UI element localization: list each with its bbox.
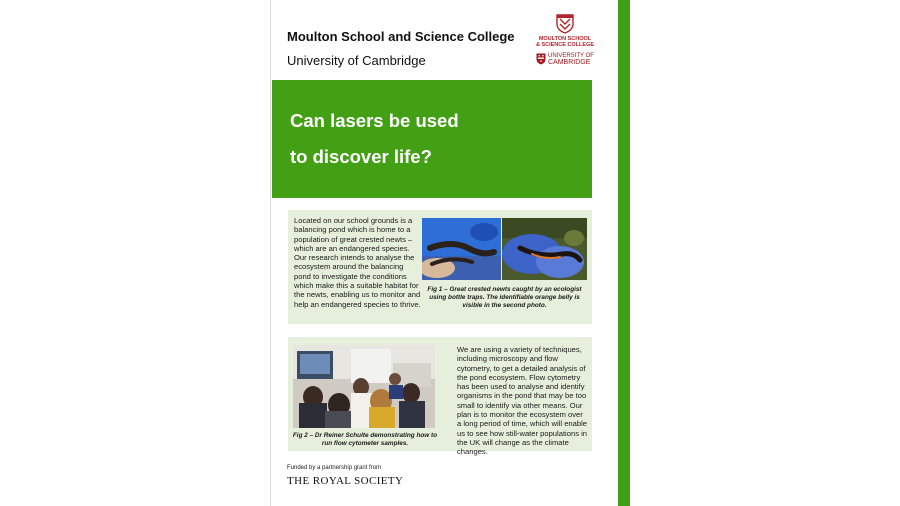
newt-info-box [288, 210, 592, 324]
cytometry-info-box [288, 337, 592, 457]
funding-note: Funded by a partnership grant from [287, 465, 382, 471]
school-logo [534, 14, 596, 48]
cambridge-logo-line1: UNIVERSITY OF [548, 53, 594, 59]
cytometry-paragraph: We are using a variety of techniques, including microscopy and flow cytometry, to get a detailed analysis of the pond ecosystem. Flow cytometry has been used to analyse and identify organisms in the pond that may be too small to identify via other means. Our plan is to monitor the ecosystem over a long period of time, which will enable us to see how still-water populations in the UK will change as the climate changes. [457, 345, 588, 457]
fig2-caption: Fig 2 – Dr Reiner Schulte demonstrating how to run flow cytometer samples. [292, 432, 438, 447]
university-name: University of Cambridge [287, 53, 426, 68]
newt-photo-2 [502, 218, 587, 280]
poster-page [270, 0, 619, 506]
title-line-2: to discover life? [290, 146, 432, 167]
cambridge-logo [534, 52, 596, 68]
school-logo-line1: MOULTON SCHOOL [538, 36, 592, 42]
royal-society-logo: THE ROYAL SOCIETY [287, 475, 404, 487]
cambridge-shield-icon [536, 53, 546, 65]
cambridge-logo-line2: CAMBRIDGE [548, 59, 591, 66]
lab-photo-image [293, 345, 435, 428]
fig1-caption: Fig 1 – Great crested newts caught by an ecologist using bottle traps. The identifiable orange belly is visible in the second photo. [427, 286, 582, 309]
green-edge-stripe [618, 0, 630, 506]
title-banner [272, 80, 592, 198]
newt-photo-1-image [422, 218, 501, 280]
title-line-1: Can lasers be used [290, 110, 459, 131]
newt-paragraph: Located on our school grounds is a balancing pond which is home to a population of great crested newts – which are an endangered species. Our research intends to analyse the ecosystem around the balancing pond to investigate the conditions which make this a suitable habitat for the newts, enabling us to monitor and help an endangered species to thrive. [294, 216, 421, 309]
school-name-heading: Moulton School and Science College [287, 29, 515, 44]
newt-photo-2-image [502, 218, 587, 280]
lab-photo [293, 345, 435, 428]
school-logo-line2: & SCIENCE COLLEGE [535, 42, 595, 48]
school-crest-icon [556, 14, 574, 34]
newt-photo-1 [422, 218, 501, 280]
